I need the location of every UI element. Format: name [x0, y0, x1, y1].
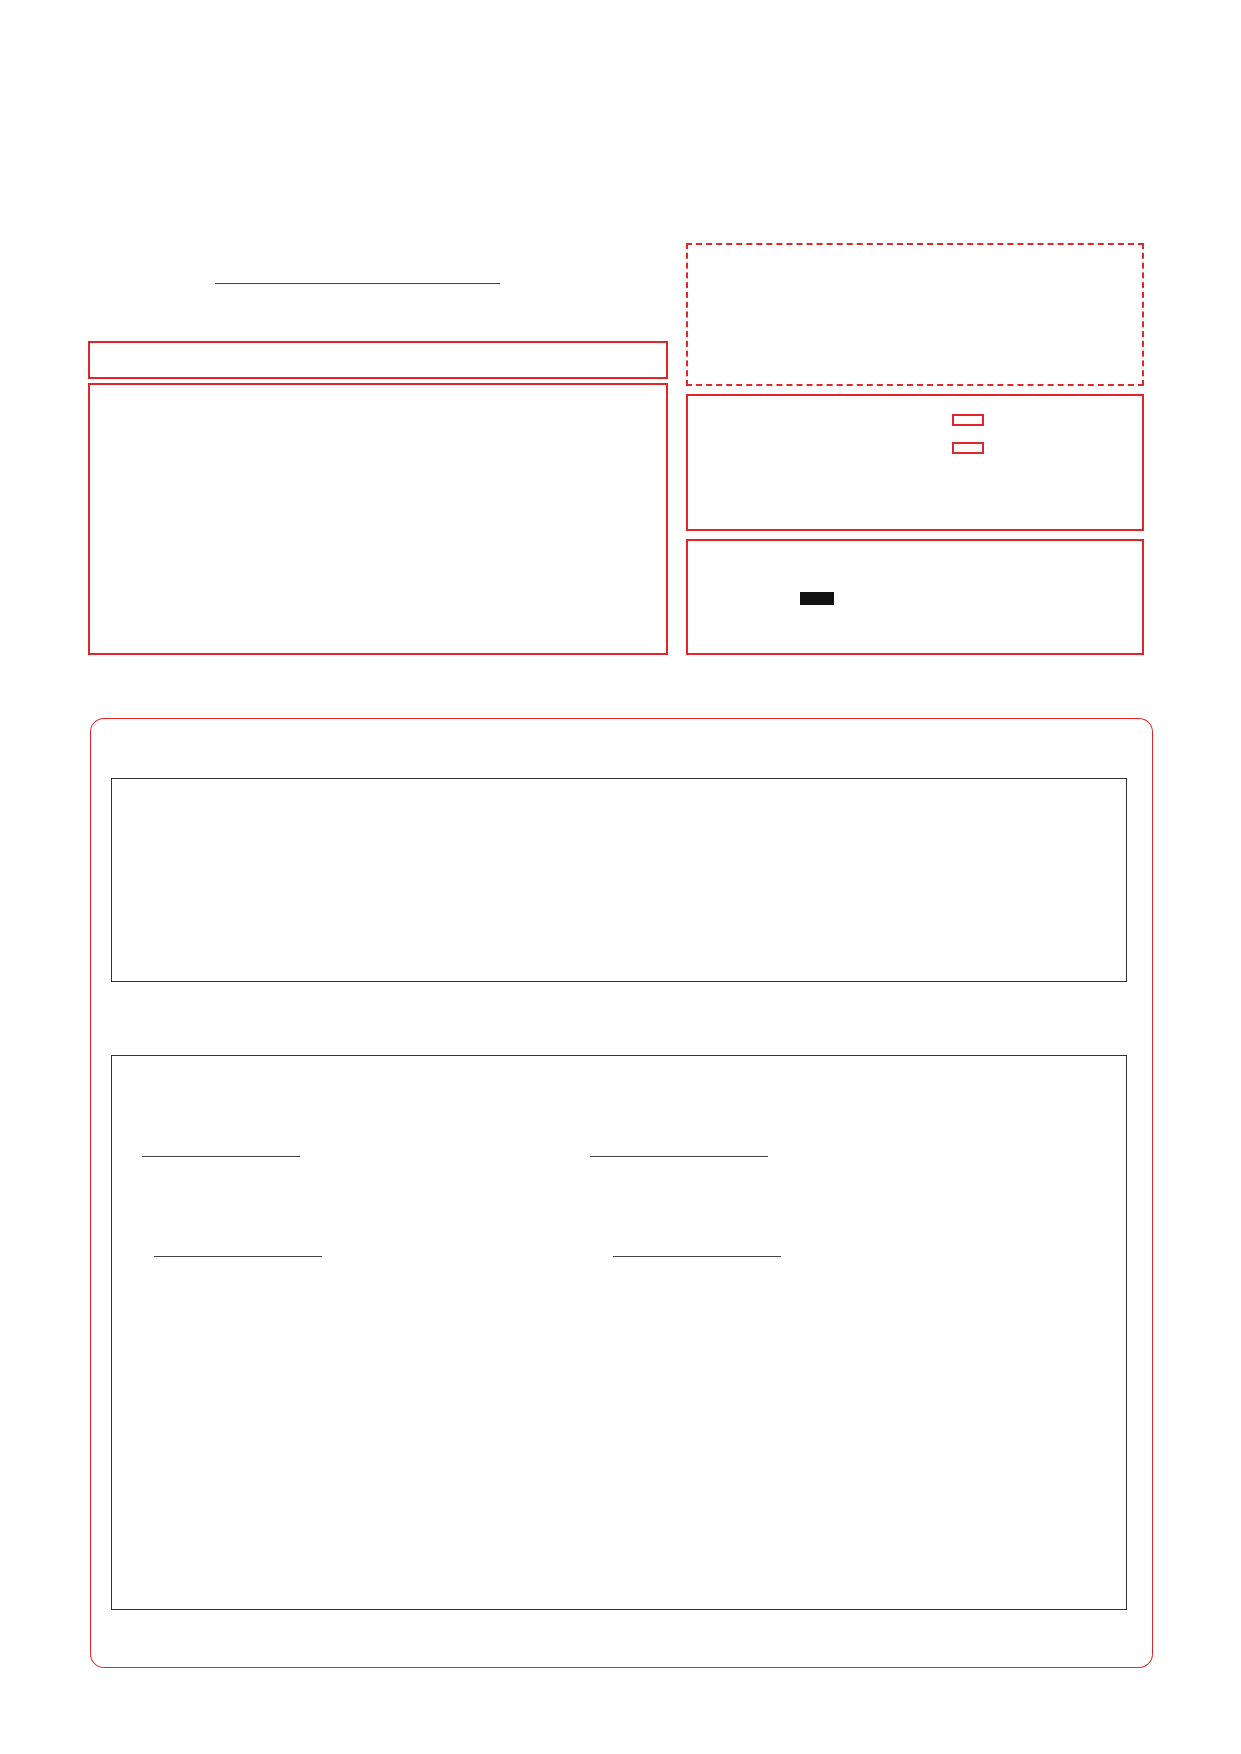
blank-answer-line[interactable]: [154, 1255, 322, 1257]
choice-section: [111, 778, 1127, 982]
left-timing-marks: [56, 0, 84, 1754]
barcode-area: [686, 243, 1144, 386]
name-field[interactable]: [215, 282, 500, 284]
blank-answer-line[interactable]: [613, 1255, 781, 1257]
correct-fill-sample: [800, 592, 834, 605]
blank-answer-line[interactable]: [142, 1155, 300, 1157]
blank-answer-line[interactable]: [590, 1155, 768, 1157]
absent-mark-box[interactable]: [952, 414, 984, 426]
notice-title: [88, 341, 668, 379]
top-timing-marks: [78, 58, 1172, 82]
forbidden-section: [686, 394, 1144, 531]
violation-mark-box[interactable]: [952, 442, 984, 454]
fill-sample-section: [686, 539, 1144, 655]
fill-blank-section: [111, 1055, 1127, 1610]
notice-list: [88, 383, 668, 655]
